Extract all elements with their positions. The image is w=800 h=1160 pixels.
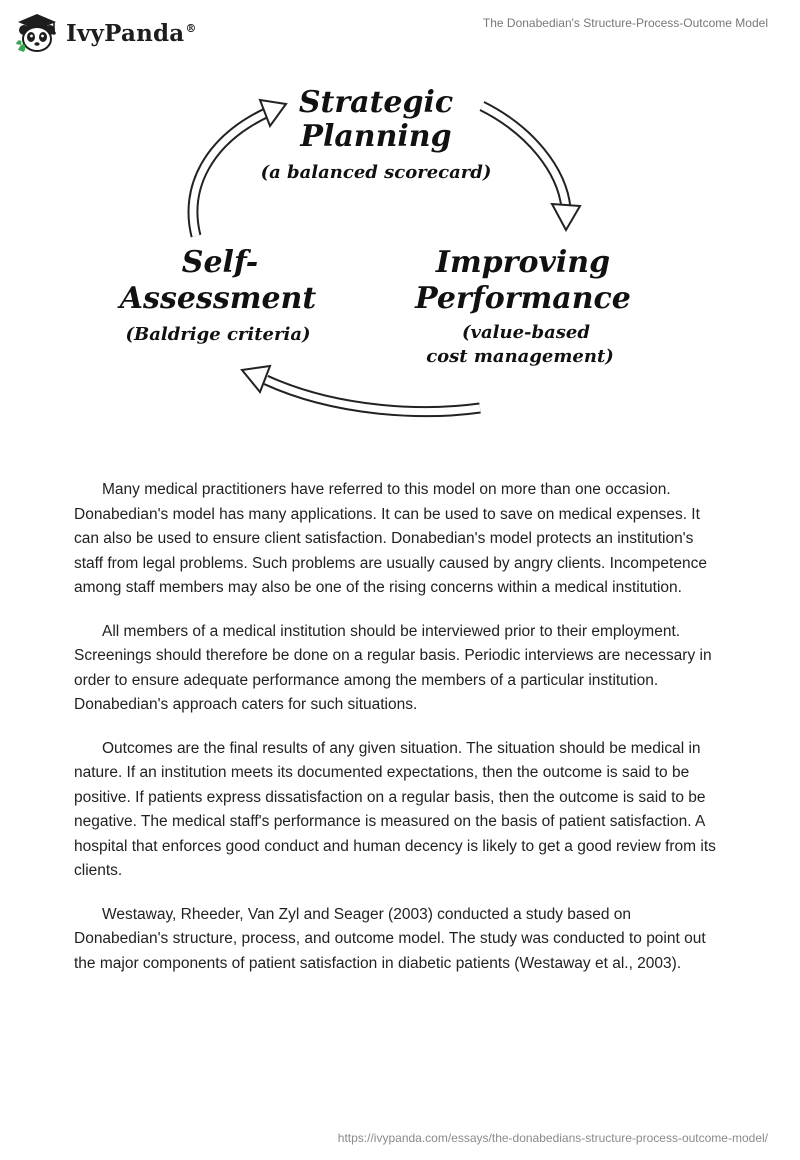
- document-title: The Donabedian's Structure-Process-Outcome Model: [482, 16, 768, 30]
- paragraph-2: All members of a medical institution should be interviewed prior to their employment. Screenings should therefore be done on a regular basis. Periodic interviews are necessary in order to ensure adequate performance among the members of a particular institution. Donabedian's approach caters for such situations.: [74, 622, 712, 713]
- ivypanda-logo[interactable]: [14, 10, 197, 56]
- registered-mark: ®: [185, 21, 197, 35]
- brand-name: IvyPanda: [66, 19, 185, 47]
- panda-graduation-cap-icon: [14, 10, 60, 56]
- essay-body: [74, 478, 726, 995]
- label-balanced-scorecard: (a balanced scorecard): [260, 162, 492, 183]
- page-header: [0, 0, 800, 64]
- label-assessment: Assessment: [119, 281, 317, 316]
- paragraph-1: Many medical practitioners have referred to this model on more than one occasion. Donabedian's model has many applications. It can be used to save on medical expenses. It can also be used to ensure client satisfaction. Donabedian's model protects an institution's staff from legal problems. Such problems are usually caused by angry clients. Incompetence among staff members may also be one of the rising concerns within a medical institution.: [74, 481, 707, 596]
- label-cost-management: cost management): [426, 346, 614, 367]
- label-performance: Performance: [415, 281, 631, 316]
- label-strategic: Strategic: [298, 85, 454, 120]
- source-url-link[interactable]: https://ivypanda.com/essays/the-donabedians-structure-process-outcome-model/: [337, 1131, 768, 1145]
- strategic-cycle-diagram: [100, 78, 660, 438]
- label-planning: Planning: [300, 119, 452, 154]
- label-self: Self-: [181, 245, 259, 280]
- cycle-diagram-svg: [100, 78, 660, 438]
- paragraph-3: Outcomes are the final results of any given situation. The situation should be medical in nature. If an institution meets its documented expectations, then the outcome is said to be positive. If patients express dissatisfaction on a regular basis, then the outcome is said to be negative. The medical staff's performance is measured on the basis of patient satisfaction. A hospital that enforces good conduct and human decency is likely to get a good review from its clients.: [74, 739, 716, 879]
- arrow-planning-to-performance: [482, 106, 580, 230]
- label-improving: Improving: [435, 245, 611, 280]
- label-baldrige-criteria: (Baldrige criteria): [125, 324, 311, 345]
- paragraph-4: Westaway, Rheeder, Van Zyl and Seager (2003) conducted a study based on Donabedian's structure, process, and outcome model. The study was conducted to point out the major components of patient satisfaction in diabetic patients (Westaway et al., 2003).: [74, 905, 706, 972]
- arrow-performance-to-assessment: [242, 366, 480, 412]
- label-value-based: (value-based: [462, 322, 590, 343]
